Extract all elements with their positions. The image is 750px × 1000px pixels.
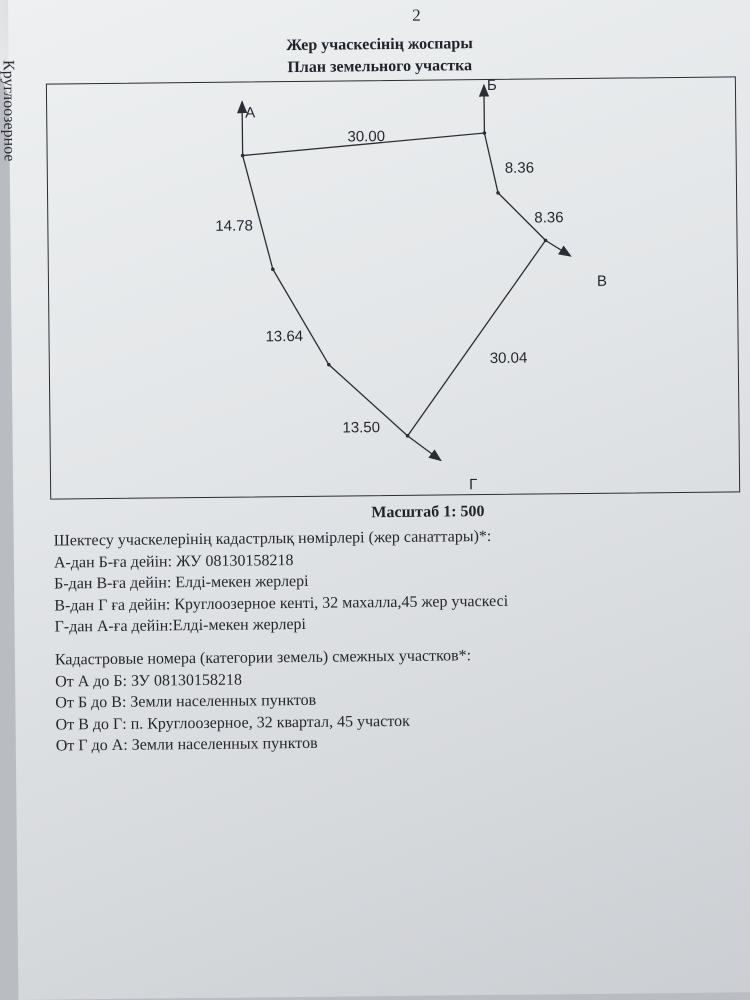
arrow-g xyxy=(408,435,441,460)
segment-vg-length: 30.04 xyxy=(489,349,528,367)
neighbors-ru-item: От Б до В: Земли населенных пунктов xyxy=(55,691,317,712)
title-ru: План земельного участка xyxy=(287,57,473,77)
neighbors-kz-item: Г-дан А-ға дейін:Елді-мекен жерлері xyxy=(54,615,307,636)
vertex-b-label: Б xyxy=(486,76,497,94)
neighbors-ru-heading: Кадастровые номера (категории земель) смежных участков*: xyxy=(54,647,472,669)
segment-mid-v-length: 8.36 xyxy=(534,209,564,227)
vertex-v-label: В xyxy=(596,272,608,290)
arrow-b xyxy=(484,85,485,133)
arrow-v xyxy=(546,240,571,256)
neighbors-ru-item: От Г до А: Земли населенных пунктов xyxy=(55,734,318,755)
neighbors-ru-item: От В до Г: п. Круглоозерное, 32 квартал, 45 участок xyxy=(55,712,410,734)
segment-p2-a-length: 14.78 xyxy=(215,217,254,235)
neighbors-kz-block xyxy=(54,526,509,638)
vertex-g-label: Г xyxy=(469,476,478,494)
neighbors-ru-item: От А до Б: ЗУ 08130158218 xyxy=(55,671,243,691)
neighbors-kz-item: Б-дан В-ға дейін: Елді-мекен жерлері xyxy=(54,572,309,593)
neighbors-kz-item: В-дан Г ға дейін: Круглоозерное кенті, 32 махалла,45 жер учаскесі xyxy=(54,592,509,615)
page-number: 2 xyxy=(412,5,421,25)
plot-boundary xyxy=(242,132,547,437)
edge-text: Круглоозерное xyxy=(0,59,18,162)
segment-p1-p2-length: 13.64 xyxy=(265,327,304,346)
neighbors-kz-item: А-дан Б-ға дейін: ЖУ 08130158218 xyxy=(53,551,294,572)
title-kz: Жер учаскесінің жоспары xyxy=(286,35,473,55)
scale-label: Масштаб 1: 500 xyxy=(371,503,485,522)
segment-b-mid-length: 8.36 xyxy=(504,159,535,177)
segment-ab-length: 30.00 xyxy=(347,128,386,146)
segment-g-p1-length: 13.50 xyxy=(342,419,381,437)
land-plot-plan xyxy=(8,0,750,510)
arrow-a xyxy=(242,102,243,156)
neighbors-kz-heading: Шектесу учаскелерінің кадастрлық нөмірлері (жер санаттары)*: xyxy=(53,527,492,550)
neighbors-ru-block xyxy=(55,645,472,757)
vertex-a-label: А xyxy=(245,104,256,122)
